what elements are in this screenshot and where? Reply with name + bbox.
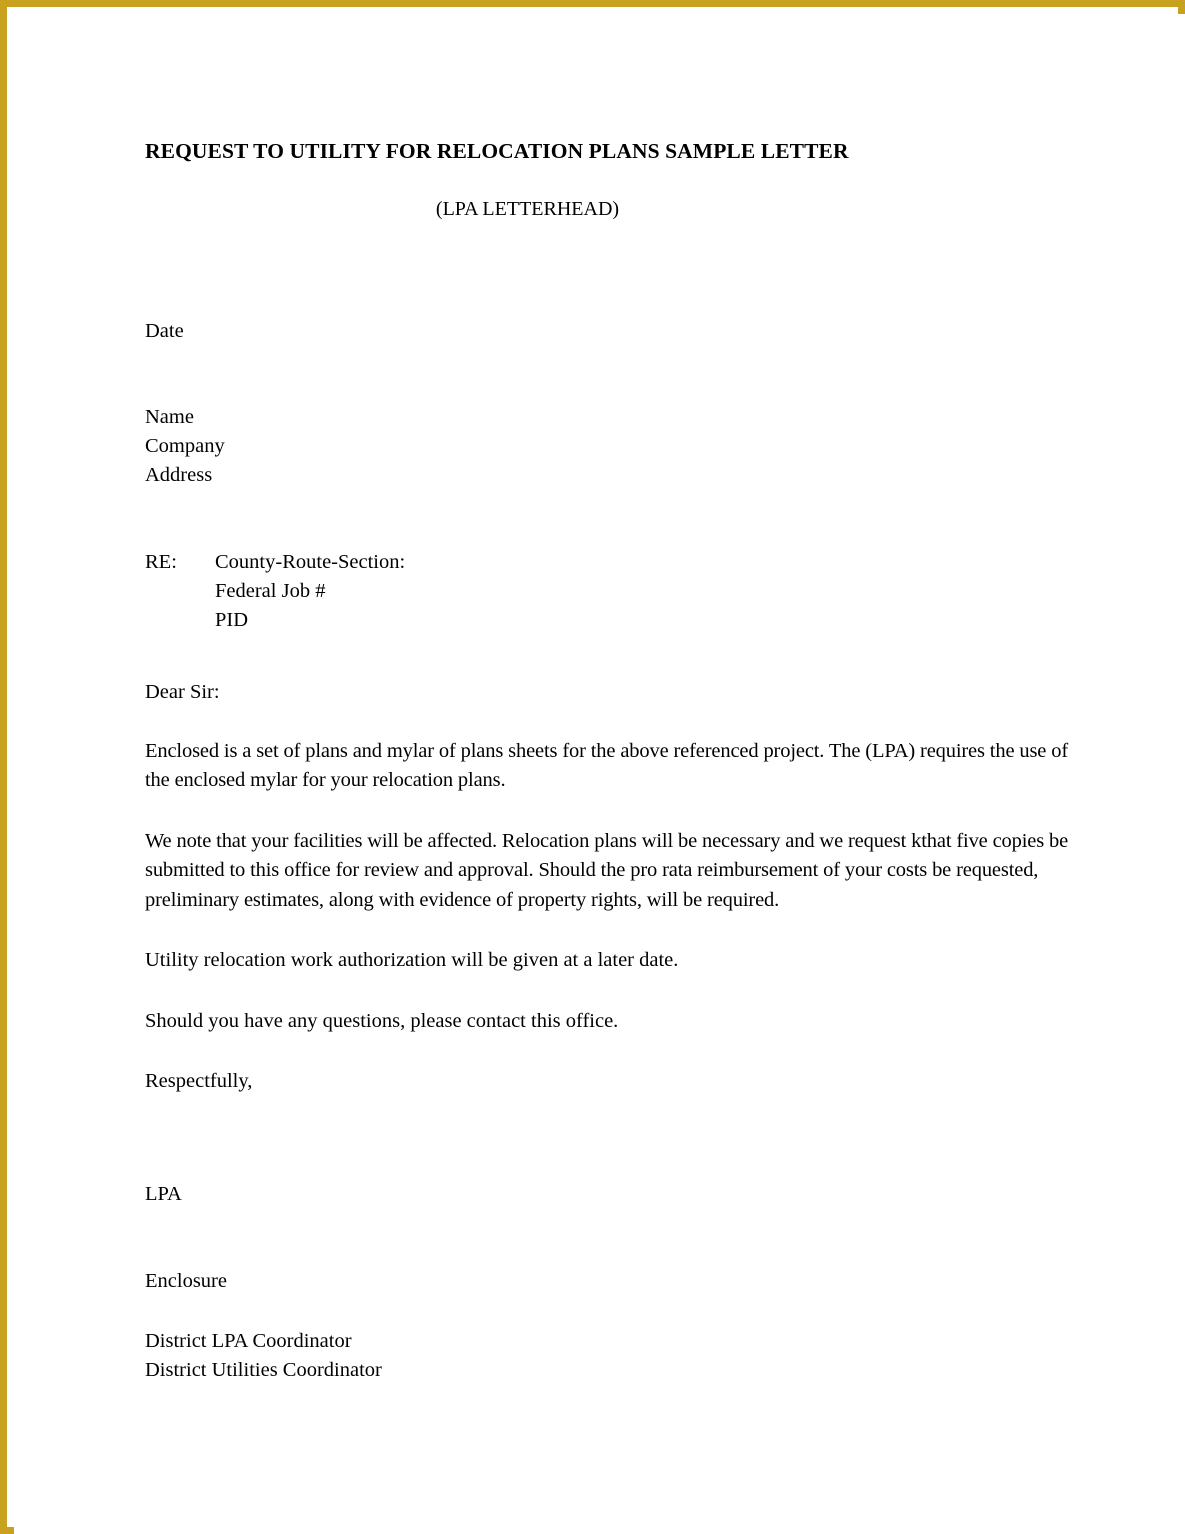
copy-recipients (145, 1327, 1070, 1385)
reference-county-route-section: County-Route-Section: (215, 550, 406, 573)
recipient-company: Company (145, 434, 225, 457)
copy-recipient-1: District LPA Coordinator (145, 1330, 352, 1353)
reference-pid: PID (215, 608, 249, 631)
recipient-name: Name (145, 405, 194, 428)
letter-content (145, 139, 1070, 1385)
copy-recipient-2: District Utilities Coordinator (145, 1359, 382, 1382)
reference-block (145, 548, 1070, 635)
salutation: Dear Sir: (145, 680, 220, 703)
body-paragraph-2: We note that your facilities will be affected. Relocation plans will be necessary and we request kthat five copies be submitted to this office for review and approval. Should the pro rata reimbursement of your costs be requested, preliminary estimates, along with evidence of property rights, will be required. (145, 829, 1069, 911)
reference-row-1 (145, 548, 1070, 577)
page-title: REQUEST TO UTILITY FOR RELOCATION PLANS SAMPLE LETTER (145, 139, 849, 163)
closing-line: Respectfully, (145, 1070, 253, 1093)
body-paragraph-3: Utility relocation work authorization will be given at a later date. (145, 949, 679, 972)
reference-label: RE: (145, 550, 177, 573)
recipient-address-block (145, 403, 1070, 490)
reference-federal-job: Federal Job # (215, 579, 326, 602)
body-paragraph-4: Should you have any questions, please contact this office. (145, 1009, 619, 1032)
recipient-address: Address (145, 463, 213, 486)
letterhead-subtitle: (LPA LETTERHEAD) (435, 197, 620, 220)
signature-block: LPA (145, 1183, 182, 1206)
document-paper (14, 14, 1185, 1534)
date-line: Date (145, 319, 184, 342)
body-paragraph-1: Enclosed is a set of plans and mylar of plans sheets for the above referenced project. The (LPA) requires the use of the enclosed mylar for your relocation plans. (145, 739, 1069, 792)
enclosure-line: Enclosure (145, 1270, 227, 1293)
